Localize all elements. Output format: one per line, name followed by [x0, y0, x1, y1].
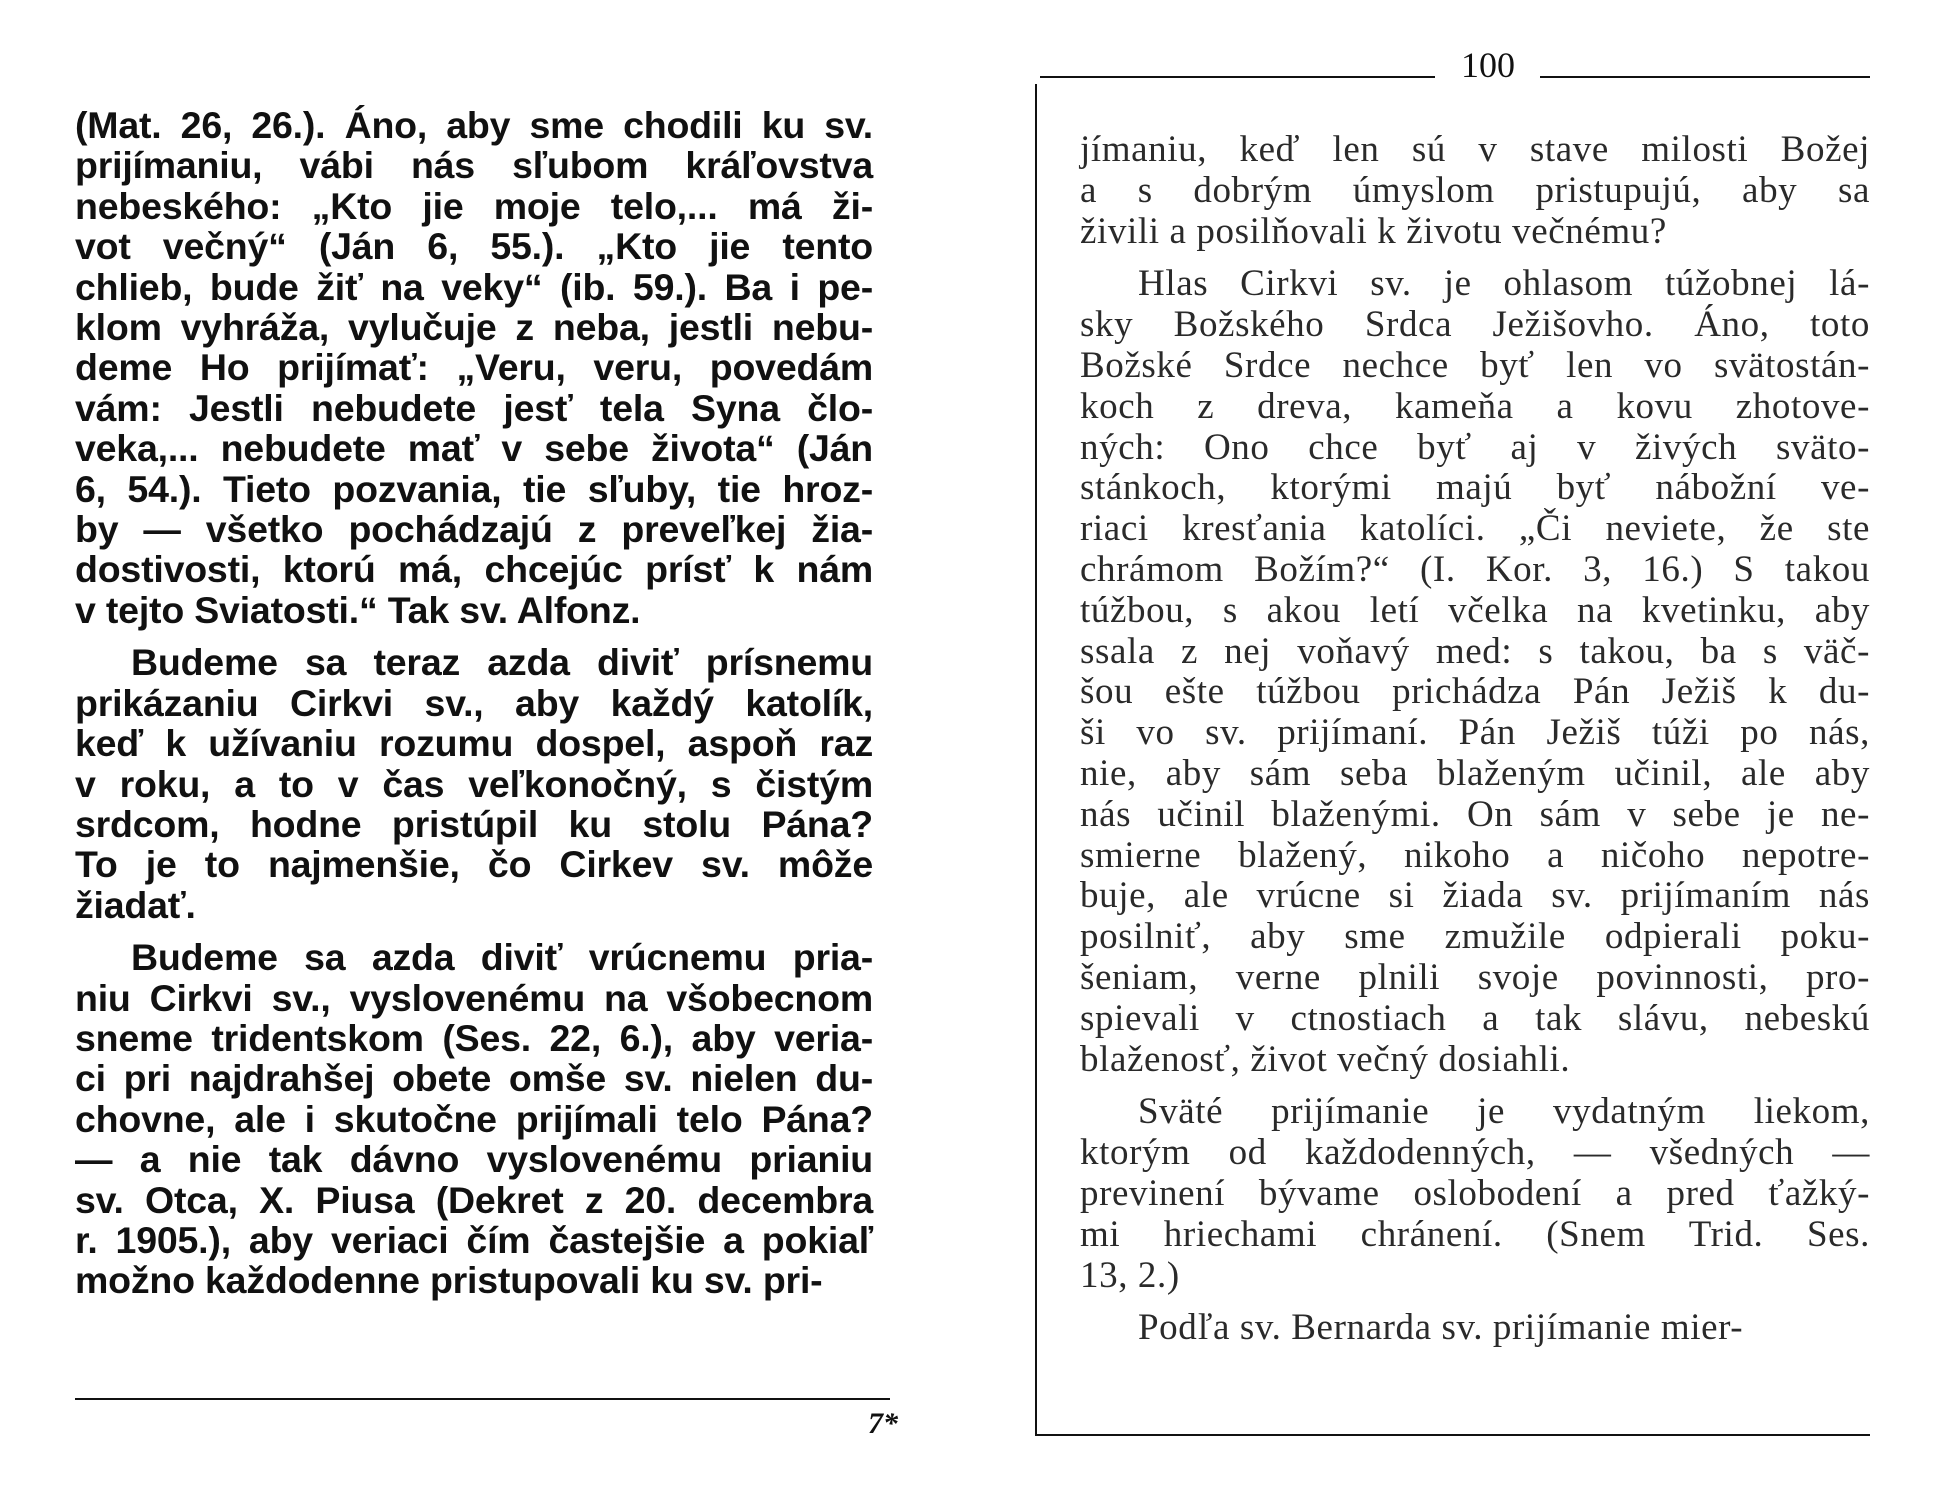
paragraph: [1080, 130, 1870, 252]
text-line: — a nie tak dávno vyslovenému prianiu: [75, 1138, 873, 1181]
text-line: chovne, ale i skutočne prijímali telo Pána?: [75, 1097, 873, 1140]
text-line: ktorým od každodenných, — všedných —: [1080, 1132, 1870, 1174]
text-line: smierne blažený, nikoho a ničoho nepotre-: [1080, 834, 1870, 876]
text-line: v tejto Sviatosti.“ Tak sv. Alfonz.: [75, 588, 641, 631]
text-line: veka,... nebudete mať v sebe života“ (Ján: [75, 427, 873, 470]
text-line: r. 1905.), aby veriaci čím častejšie a pokiaľ: [75, 1218, 873, 1261]
text-line: nás učinil blaženými. On sám v sebe je ne-: [1080, 793, 1870, 835]
left-page-text: [75, 105, 873, 1313]
text-line: mi hriechami chránení. (Snem Trid. Ses.: [1080, 1213, 1870, 1255]
text-line: ných: Ono chce byť aj v živých sväto-: [1080, 426, 1870, 468]
text-line: žiadať.: [75, 883, 196, 926]
paragraph: [1080, 1092, 1870, 1296]
text-line: (Mat. 26, 26.). Áno, aby sme chodili ku sv.: [75, 104, 873, 146]
text-line: v roku, a to v čas veľkonočný, s čistým: [75, 762, 873, 805]
text-line: niu Cirkvi sv., vyslovenému na všobecnom: [75, 976, 873, 1019]
text-line: ši vo sv. prijímaní. Pán Ježiš túži po nás,: [1080, 712, 1870, 754]
right-page: [960, 0, 1940, 1500]
text-line: šou ešte túžbou prichádza Pán Ježiš k du-: [1080, 671, 1870, 713]
text-line: jímaniu, keď len sú v stave milosti Božej: [1080, 129, 1870, 170]
text-line: blaženosť, život večný dosiahli.: [1080, 1038, 1571, 1080]
paragraph: [75, 937, 873, 1301]
paragraph: [1080, 1308, 1870, 1349]
paragraph: [1080, 264, 1870, 1080]
right-page-text: [1080, 130, 1870, 1361]
text-line: klom vyhráža, vylučuje z neba, jestli nebu-: [75, 306, 873, 349]
text-line: Budeme sa azda diviť vrúcnemu pria-: [131, 936, 873, 979]
paragraph: [75, 105, 873, 630]
text-line: Sväté prijímanie je vydatným liekom,: [1138, 1091, 1870, 1133]
text-line: nebeského: „Kto jie moje telo,... má ži-: [75, 184, 873, 227]
header-rule-right: [1540, 76, 1870, 78]
left-page: [0, 0, 960, 1500]
text-line: chrámom Božím?“ (I. Kor. 3, 16.) S takou: [1080, 548, 1870, 590]
frame-bottom-line: [1035, 1434, 1870, 1436]
text-line: keď k užívaniu rozumu dospel, aspoň raz: [75, 722, 873, 765]
text-line: vot večný“ (Ján 6, 55.). „Kto jie tento: [75, 225, 873, 268]
text-line: živili a posilňovali k životu večnému?: [1080, 210, 1667, 252]
text-line: posilniť, aby sme zmužile odpierali poku-: [1080, 916, 1870, 958]
paragraph: [75, 642, 873, 925]
page-number: 100: [1461, 45, 1515, 85]
text-line: prikázaniu Cirkvi sv., aby každý katolík,: [75, 681, 873, 724]
text-line: Budeme sa teraz azda diviť prísnemu: [131, 641, 873, 684]
text-line: dostivosti, ktorú má, chcejúc prísť k nám: [75, 548, 873, 591]
text-line: vám: Jestli nebudete jesť tela Syna člo-: [75, 386, 873, 429]
text-line: riaci kresťania katolíci. „Či neviete, že ste: [1080, 508, 1870, 550]
text-line: sky Božského Srdca Ježišovho. Áno, toto: [1080, 304, 1870, 346]
text-line: Božské Srdce nechce byť len vo svätostán-: [1080, 344, 1870, 386]
text-line: spievali v ctnostiach a tak slávu, nebeskú: [1080, 997, 1870, 1039]
text-line: túžbou, s akou letí včelka na kvetinku, aby: [1080, 589, 1870, 631]
text-line: Podľa sv. Bernarda sv. prijímanie mier-: [1138, 1307, 1744, 1349]
text-line: by — všetko pochádzajú z preveľkej žia-: [75, 508, 873, 551]
left-bottom-rule: [75, 1398, 890, 1400]
text-line: To je to najmenšie, čo Cirkev sv. môže: [75, 843, 873, 886]
text-line: šeniam, verne plnili svoje povinnosti, pro-: [1080, 956, 1870, 998]
text-line: chlieb, bude žiť na veky“ (ib. 59.). Ba i pe-: [75, 265, 873, 308]
text-line: sneme tridentskom (Ses. 22, 6.), aby veria-: [75, 1016, 873, 1059]
text-line: koch z dreva, kameňa a kovu zhotove-: [1080, 385, 1870, 427]
header-rule-left: [1040, 76, 1435, 78]
text-line: a s dobrým úmyslom pristupujú, aby sa: [1080, 169, 1870, 211]
text-line: možno každodenne pristupovali ku sv. pri-: [75, 1259, 823, 1302]
text-line: stánkoch, ktorými majú byť nábožní ve-: [1080, 467, 1870, 509]
signature-mark: 7*: [868, 1407, 898, 1440]
text-line: srdcom, hodne pristúpil ku stolu Pána?: [75, 802, 873, 845]
text-line: 13, 2.): [1080, 1254, 1180, 1296]
text-line: previnení bývame oslobodení a pred ťažký-: [1080, 1172, 1870, 1214]
frame-left-line: [1035, 84, 1037, 1434]
text-line: deme Ho prijímať: „Veru, veru, povedám: [75, 346, 873, 389]
text-line: ci pri najdrahšej obete omše sv. nielen du-: [75, 1057, 873, 1100]
text-line: ssala z nej voňavý med: s takou, ba s väč-: [1080, 630, 1870, 672]
text-line: nie, aby sám seba blaženým učinil, ale aby: [1080, 752, 1870, 794]
text-line: prijímaniu, vábi nás sľubom kráľovstva: [75, 144, 873, 187]
text-line: Hlas Cirkvi sv. je ohlasom túžobnej lá-: [1138, 263, 1870, 305]
text-line: buje, ale vrúcne si žiada sv. prijímaním nás: [1080, 875, 1870, 917]
text-line: sv. Otca, X. Piusa (Dekret z 20. decembra: [75, 1178, 873, 1221]
text-line: 6, 54.). Tieto pozvania, tie sľuby, tie hroz-: [75, 467, 873, 510]
